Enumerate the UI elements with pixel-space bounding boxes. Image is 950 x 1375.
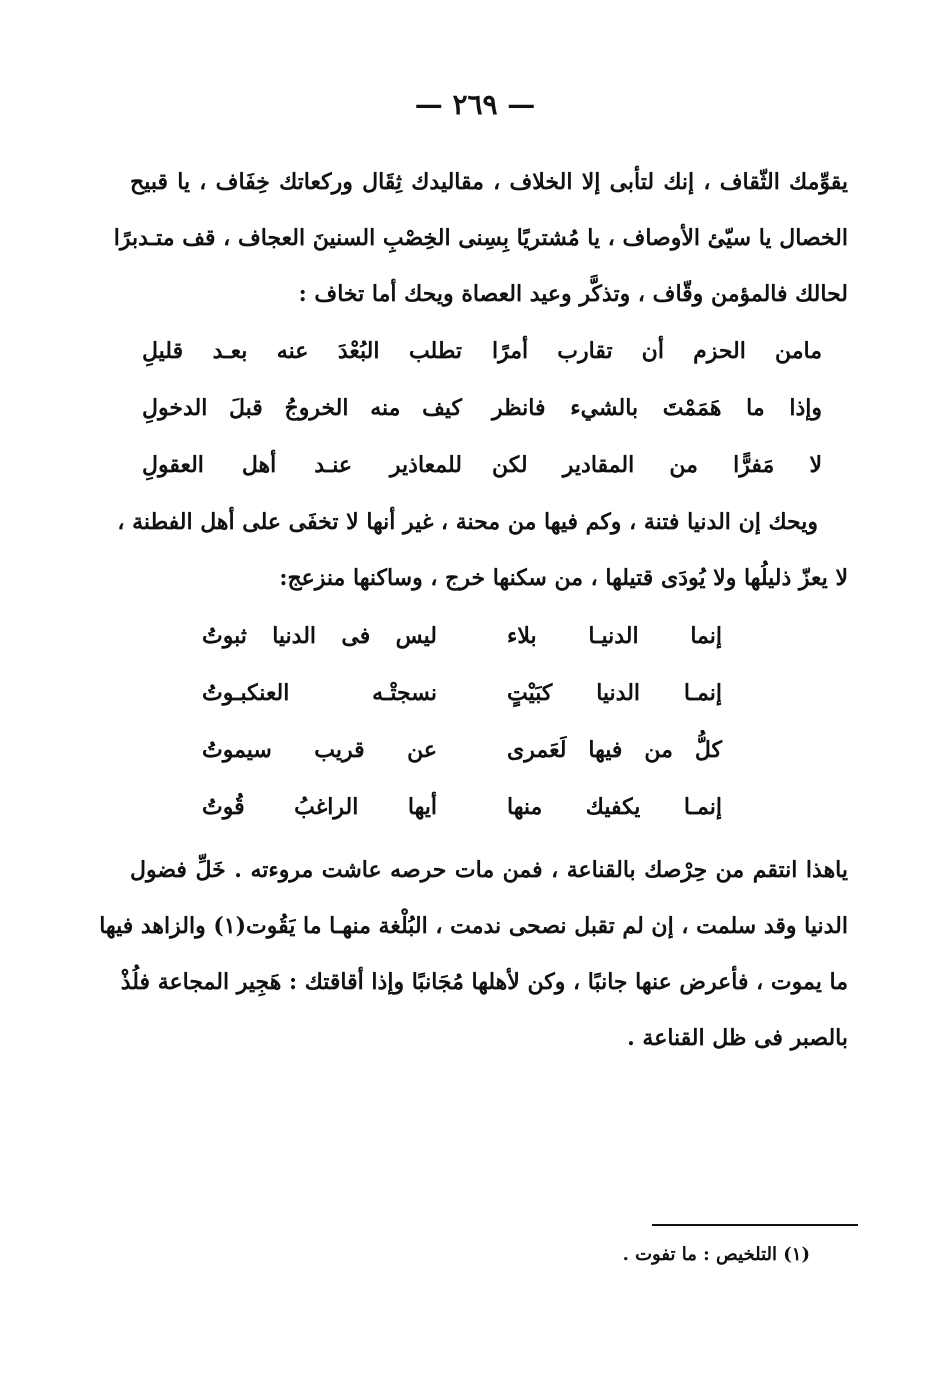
verse-hemistich-first: لا مَفرًّا من المقادير لكن bbox=[492, 452, 822, 478]
text-line: ويحك إن الدنيا فتنة ، وكم فيها من محنة ، غير أنها لا تخفَى على أهل الفطنة ، bbox=[117, 509, 818, 535]
verse-block-1 bbox=[102, 323, 822, 494]
footnote-divider bbox=[652, 1224, 858, 1226]
verse-hemistich-second: عن قريب سيموتُ bbox=[202, 737, 437, 763]
verse-hemistich-second: أيها الراغبُ قُوتُ bbox=[202, 794, 437, 820]
prose-paragraph-2 bbox=[117, 494, 848, 606]
verse-hemistich-second: للمعاذير عنـد أهل العقولِ bbox=[142, 452, 462, 478]
verse-hemistich-first: إنمـا يكفيك منها bbox=[507, 794, 722, 820]
text-line: ما يموت ، فأعرض عنها جانبًا ، وكن لأهلها مُجَانبًا وإذا أقاقتك : هَجِير المجاعة فلُذْ bbox=[120, 969, 848, 995]
verse-line bbox=[102, 380, 822, 437]
verse-hemistich-first: إنما الدنيـا بلاء bbox=[507, 623, 722, 649]
verse-line bbox=[202, 608, 722, 665]
text-line: الدنيا وقد سلمت ، إن لم تقبل نصحى ندمت ، البُلْغة منهـا ما يَقُوت(١) والزاهد فيها bbox=[99, 913, 848, 939]
verse-hemistich-second: كيف منه الخروجُ قبلَ الدخولِ bbox=[142, 395, 462, 421]
prose-paragraph-3 bbox=[99, 842, 848, 1066]
verse-hemistich-second: ليس فى الدنيا ثبوتُ bbox=[202, 623, 437, 649]
verse-line bbox=[202, 779, 722, 836]
text-line: لا يعزّ ذليلُها ولا يُودَى قتيلها ، من سكنها خرج ، وساكنها منزعج: bbox=[279, 565, 848, 591]
verse-hemistich-first: وإذا ما هَمَمْتَ بالشيء فانظر bbox=[492, 395, 822, 421]
verse-hemistich-second: تطلب البُعْدَ عنه بعـد قليلِ bbox=[142, 338, 462, 364]
verse-hemistich-first: مامن الحزم أن تقارب أمرًا bbox=[492, 338, 822, 364]
text-line: لحالك فالمؤمن وقّاف ، وتذكَّر وعيد العصاة ويحك أما تخاف : bbox=[298, 281, 848, 307]
page-number: — ٢٦٩ — bbox=[414, 88, 536, 121]
text-line: ياهذا انتقم من حِرْصك بالقناعة ، فمن مات حرصه عاشت مروءته . خَلِّ فضول bbox=[130, 857, 848, 883]
verse-hemistich-first: إنمـا الدنيا كبَيْتٍ bbox=[507, 680, 722, 706]
text-line: يقوِّمك الثّقاف ، إنك لتأبى إلا الخلاف ، مقاليدك ثِقَال وركعاتك خِفَاف ، يا قبيح bbox=[130, 169, 848, 195]
text-line: بالصبر فى ظل القناعة . bbox=[627, 1025, 848, 1051]
text-line: الخصال يا سيّئ الأوصاف ، يا مُشتريًا بِسِنى الخِصْبِ السنينَ العجاف ، قف متـدبرًا bbox=[113, 225, 848, 251]
verse-hemistich-second: نسجتْـه العنكبـوتُ bbox=[202, 680, 437, 706]
verse-line bbox=[102, 323, 822, 380]
footnote: (١) التلخيص : ما تفوت . bbox=[622, 1244, 810, 1265]
verse-line bbox=[202, 665, 722, 722]
prose-paragraph-1 bbox=[113, 154, 848, 322]
verse-line bbox=[202, 722, 722, 779]
verse-hemistich-first: كلُّ من فيها لَعَمرى bbox=[507, 737, 722, 763]
verse-line bbox=[102, 437, 822, 494]
verse-block-2 bbox=[202, 608, 722, 836]
